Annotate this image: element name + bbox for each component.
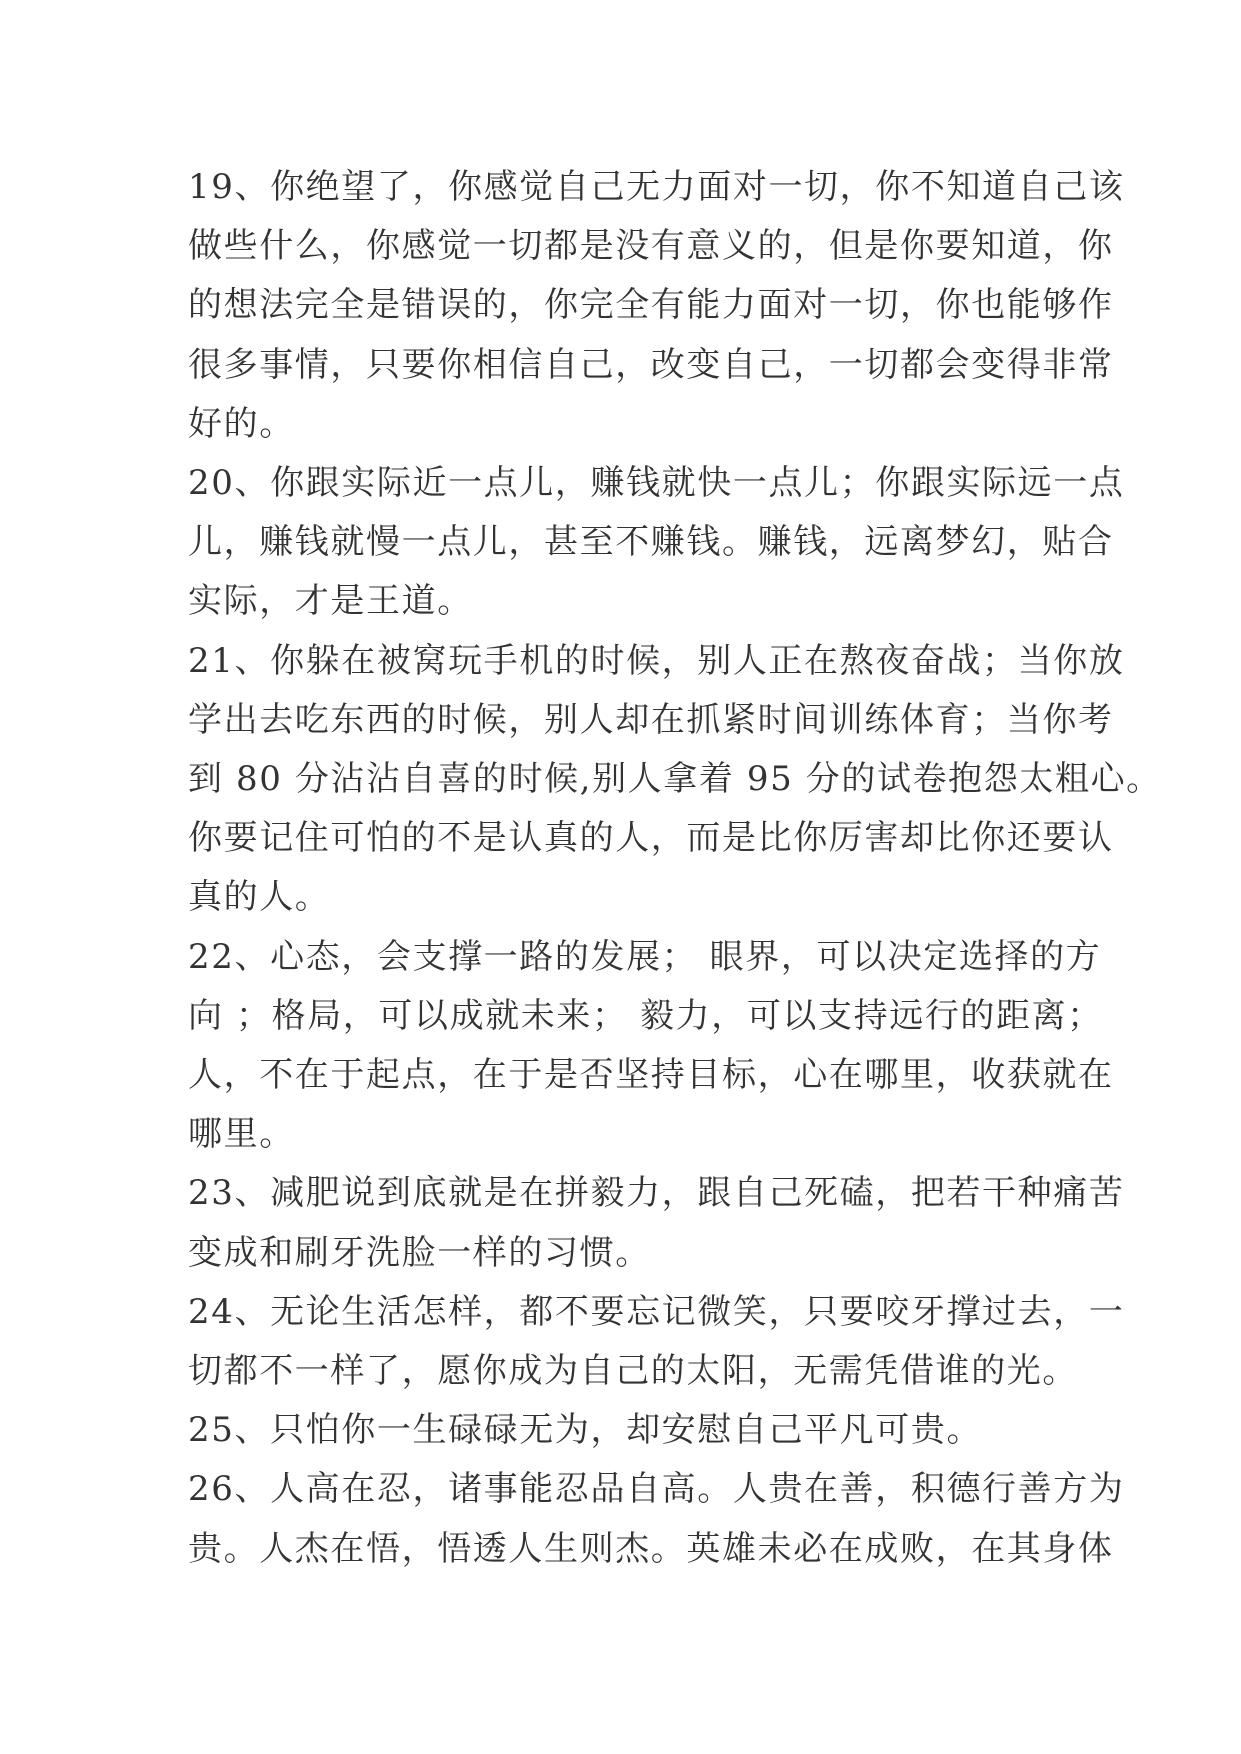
text-line: 25、只怕你一生碌碌无为，却安慰自己平凡可贵。: [188, 1410, 983, 1451]
text-line: 哪里。: [188, 1114, 295, 1155]
paragraph-19: [188, 158, 1125, 454]
text-line: 你要记住可怕的不是认真的人，而是比你厉害却比你还要认: [188, 818, 1114, 859]
text-line: 26、人高在忍，诸事能忍品自高。人贵在善，积德行善方为: [188, 1469, 1125, 1510]
text-line: 好的。: [188, 403, 295, 444]
text-line: 21、你躲在被窝玩手机的时候，别人正在熬夜奋战；当你放: [188, 640, 1125, 681]
document-body: [188, 158, 1162, 1579]
text-line: 人，不在于起点，在于是否坚持目标，心在哪里，收获就在: [188, 1055, 1114, 1096]
text-line: 向 ；格局，可以成就未来； 毅力，可以支持远行的距离；: [188, 995, 1103, 1036]
text-line: 实际，才是王道。: [188, 581, 473, 622]
text-line: 学出去吃东西的时候，别人却在抓紧时间训练体育；当你考: [188, 699, 1114, 740]
paragraph-26: [188, 1460, 1125, 1578]
paragraph-23: [188, 1164, 1125, 1282]
paragraph-21: [188, 632, 1162, 928]
paragraph-20: [188, 454, 1125, 632]
text-line: 的想法完全是错误的，你完全有能力面对一切，你也能够作: [188, 285, 1114, 326]
text-line: 做些什么，你感觉一切都是没有意义的，但是你要知道，你: [188, 226, 1114, 267]
text-line: 24、无论生活怎样，都不要忘记微笑，只要咬牙撑过去，一: [188, 1291, 1125, 1332]
text-line: 变成和刷牙洗脸一样的习惯。: [188, 1232, 651, 1273]
text-line: 很多事情，只要你相信自己，改变自己，一切都会变得非常: [188, 344, 1114, 385]
paragraph-22: [188, 928, 1114, 1165]
text-line: 22、心态，会支撑一路的发展； 眼界，可以决定选择的方: [188, 936, 1102, 977]
text-line: 贵。人杰在悟，悟透人生则杰。英雄未必在成败，在其身体: [188, 1528, 1114, 1569]
text-line: 23、减肥说到底就是在拼毅力，跟自己死磕，把若干种痛苦: [188, 1173, 1125, 1214]
text-line: 到 80 分沾沾自喜的时候,别人拿着 95 分的试卷抱怨太粗心。: [188, 759, 1162, 800]
paragraph-24: [188, 1283, 1125, 1401]
paragraph-25: [188, 1401, 1068, 1460]
text-line: 真的人。: [188, 877, 331, 918]
text-line: 19、你绝望了，你感觉自己无力面对一切，你不知道自己该: [188, 167, 1125, 207]
text-line: 儿，赚钱就慢一点儿，甚至不赚钱。赚钱，远离梦幻，贴合: [188, 522, 1114, 563]
text-line: 20、你跟实际近一点儿，赚钱就快一点儿；你跟实际远一点: [188, 463, 1125, 504]
text-line: 切都不一样了，愿你成为自己的太阳，无需凭借谁的光。: [188, 1351, 1078, 1392]
